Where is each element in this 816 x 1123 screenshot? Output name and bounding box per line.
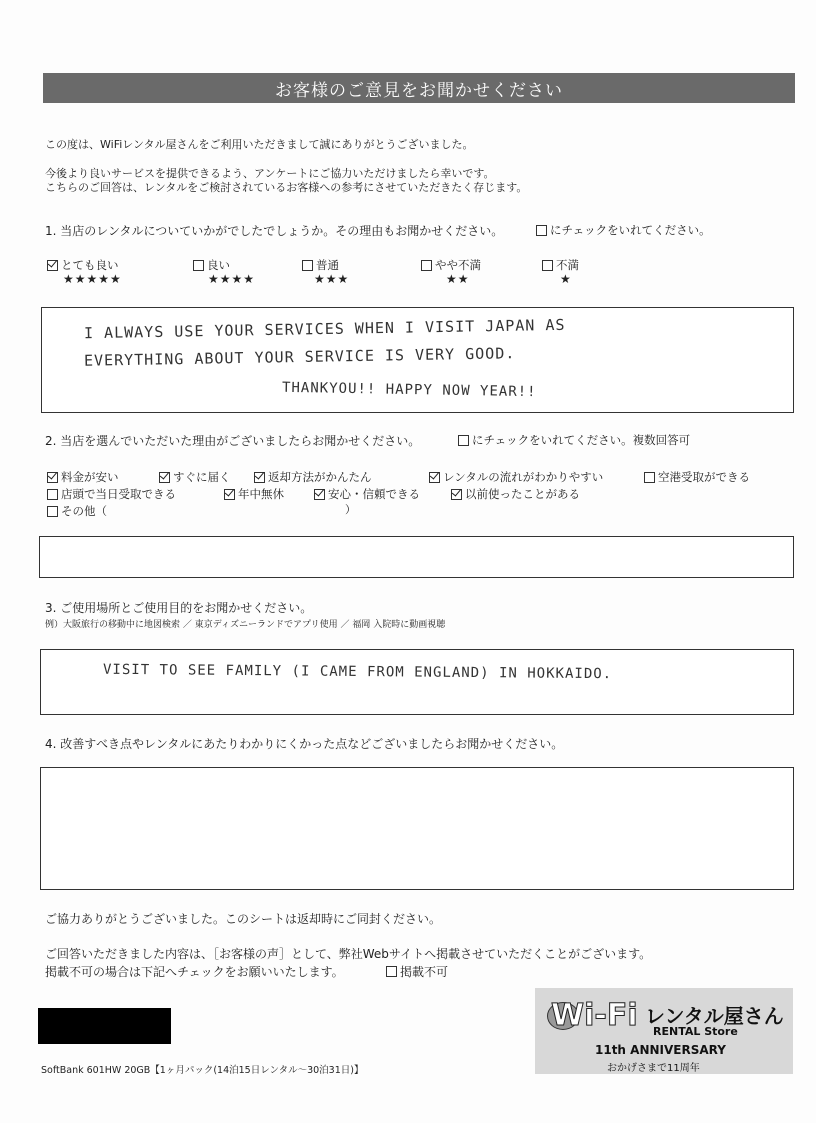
checkbox-checked-icon[interactable] [159, 472, 170, 483]
checkbox-checked-icon[interactable] [429, 472, 440, 483]
q1-stars-5: ★★★★★ [63, 272, 122, 286]
q3-answer-box[interactable] [40, 649, 794, 715]
footer-notice-1: ご回答いただきました内容は、［お客様の声］として、弊社Webサイトへ掲載させていただくことがございます。 [45, 947, 652, 961]
q2-option-easy-flow[interactable] [429, 469, 603, 485]
no-publish-label: 掲載不可 [400, 965, 449, 979]
q3-example: 例）大阪旅行の移動中に地図検索 ／ 東京ディズニーランドでアプリ使用 ／ 福岡 入院時に動画視聴 [45, 620, 446, 630]
logo-thanks: おかげさまで11周年 [607, 1063, 700, 1074]
checkbox-checked-icon[interactable] [451, 489, 462, 500]
q1-option-label: とても良い [61, 258, 119, 272]
no-publish-option[interactable] [386, 963, 448, 980]
q2-option-fast-delivery[interactable] [159, 469, 231, 485]
intro-line-1: この度は、WiFiレンタル屋さんをご利用いただきまして誠にありがとうございました。 [45, 138, 474, 151]
survey-title: お客様のご意見をお聞かせください [275, 80, 563, 101]
q1-stars-1: ★ [560, 272, 572, 286]
q2-option-label: 空港受取ができる [658, 470, 750, 484]
q2-option-label: その他（ [61, 504, 107, 518]
q2-option-label: レンタルの流れがわかりやすい [443, 470, 604, 484]
q2-option-easy-return[interactable] [254, 469, 372, 485]
q3-question: 3. ご使用場所とご使用目的をお聞かせください。 [45, 601, 313, 615]
q1-stars-4: ★★★★ [208, 272, 256, 286]
checkbox-icon[interactable] [421, 260, 432, 271]
checkbox-checked-icon[interactable] [47, 260, 58, 271]
q2-option-airport-pickup[interactable] [644, 469, 750, 485]
checkbox-icon[interactable] [644, 472, 655, 483]
q2-option-label: すぐに届く [173, 470, 231, 484]
survey-header [43, 73, 795, 103]
logo-store: RENTAL Store [653, 1025, 738, 1038]
checkbox-checked-icon[interactable] [47, 472, 58, 483]
instruction-checkbox-icon [458, 435, 469, 446]
q1-instruction [536, 222, 711, 238]
q1-option-label: やや不満 [435, 258, 481, 272]
checkbox-checked-icon[interactable] [254, 472, 265, 483]
q2-option-label: 料金が安い [61, 470, 119, 484]
checkbox-icon[interactable] [47, 506, 58, 517]
q1-stars-2: ★★ [446, 272, 470, 286]
checkbox-checked-icon[interactable] [224, 489, 235, 500]
checkbox-checked-icon[interactable] [314, 489, 325, 500]
q2-option-trustworthy[interactable] [314, 486, 420, 502]
intro-line-2: 今後より良いサービスを提供できるよう、アンケートにご協力いただけましたら幸いです。 [45, 167, 495, 180]
q1-option-average[interactable] [302, 257, 339, 273]
q2-option-label: 以前使ったことがある [465, 487, 580, 501]
q1-question: 1. 当店のレンタルについていかがでしたでしょうか。その理由もお聞かせください。 [45, 224, 504, 238]
checkbox-icon[interactable] [302, 260, 313, 271]
intro-line-3: こちらのご回答は、レンタルをご検討されているお客様への参考にさせていただきたく存じます。 [45, 181, 528, 194]
q1-option-good[interactable] [193, 257, 230, 273]
q2-option-same-day-store[interactable] [47, 486, 176, 502]
logo-wifi: Wi-Fi [551, 998, 638, 1033]
logo-rental: レンタル屋さん [645, 1004, 784, 1028]
q1-option-label: 良い [207, 258, 230, 272]
footer-thanks: ご協力ありがとうございました。このシートは返却時にご同封ください。 [45, 912, 442, 926]
q1-option-dissatisfied[interactable] [542, 257, 579, 273]
q2-option-cheap[interactable] [47, 469, 119, 485]
q1-option-very-good[interactable] [47, 257, 119, 273]
q4-answer-box[interactable] [40, 767, 794, 890]
q1-stars-3: ★★★ [314, 272, 350, 286]
instruction-checkbox-icon [536, 225, 547, 236]
q1-option-label: 不満 [556, 258, 579, 272]
checkbox-icon[interactable] [193, 260, 204, 271]
q3-answer: VISIT TO SEE FAMILY (I CAME FROM ENGLAND) IN HOKKAIDO. [102, 661, 613, 683]
q2-option-used-before[interactable] [451, 486, 580, 502]
q4-question: 4. 改善すべき点やレンタルにあたりわかりにくかった点などございましたらお聞かせください。 [45, 737, 564, 751]
q1-option-label: 普通 [316, 258, 339, 272]
q2-option-other[interactable] [47, 503, 107, 519]
q1-answer-line-1: I ALWAYS USE YOUR SERVICES WHEN I VISIT JAPAN AS [83, 315, 566, 343]
q2-answer-box[interactable] [39, 536, 794, 578]
q2-other-close: ） [345, 503, 356, 516]
q2-option-label: 返却方法がかんたん [268, 470, 372, 484]
checkbox-icon[interactable] [542, 260, 553, 271]
q1-answer-line-2: EVERYTHING ABOUT YOUR SERVICE IS VERY GOOD. [83, 344, 516, 370]
q2-instruction-text: にチェックをいれてください。複数回答可 [472, 433, 691, 447]
q2-option-label: 店頭で当日受取できる [61, 487, 176, 501]
checkbox-icon[interactable] [47, 489, 58, 500]
q2-option-label: 年中無休 [238, 487, 284, 501]
logo-anniversary: 11th ANNIVERSARY [595, 1043, 726, 1057]
q2-question: 2. 当店を選んでいただいた理由がございましたらお聞かせください。 [45, 434, 421, 448]
q2-option-open-all-year[interactable] [224, 486, 284, 502]
checkbox-icon[interactable] [386, 966, 397, 977]
rental-plan: SoftBank 601HW 20GB【1ヶ月パック(14泊15日レンタル～30泊31日)】 [41, 1065, 364, 1076]
q1-answer-box[interactable] [41, 307, 794, 413]
redacted-block [38, 1008, 171, 1044]
q2-instruction [458, 432, 690, 448]
q1-instruction-text: にチェックをいれてください。 [550, 223, 711, 237]
q1-option-somewhat-dissatisfied[interactable] [421, 257, 481, 273]
q2-option-label: 安心・信頼できる [328, 487, 420, 501]
store-logo [535, 988, 793, 1074]
q1-answer-line-3: THANKYOU!! HAPPY NOW YEAR!! [281, 379, 537, 401]
footer-notice-2: 掲載不可の場合は下記へチェックをお願いいたします。 [45, 965, 344, 979]
